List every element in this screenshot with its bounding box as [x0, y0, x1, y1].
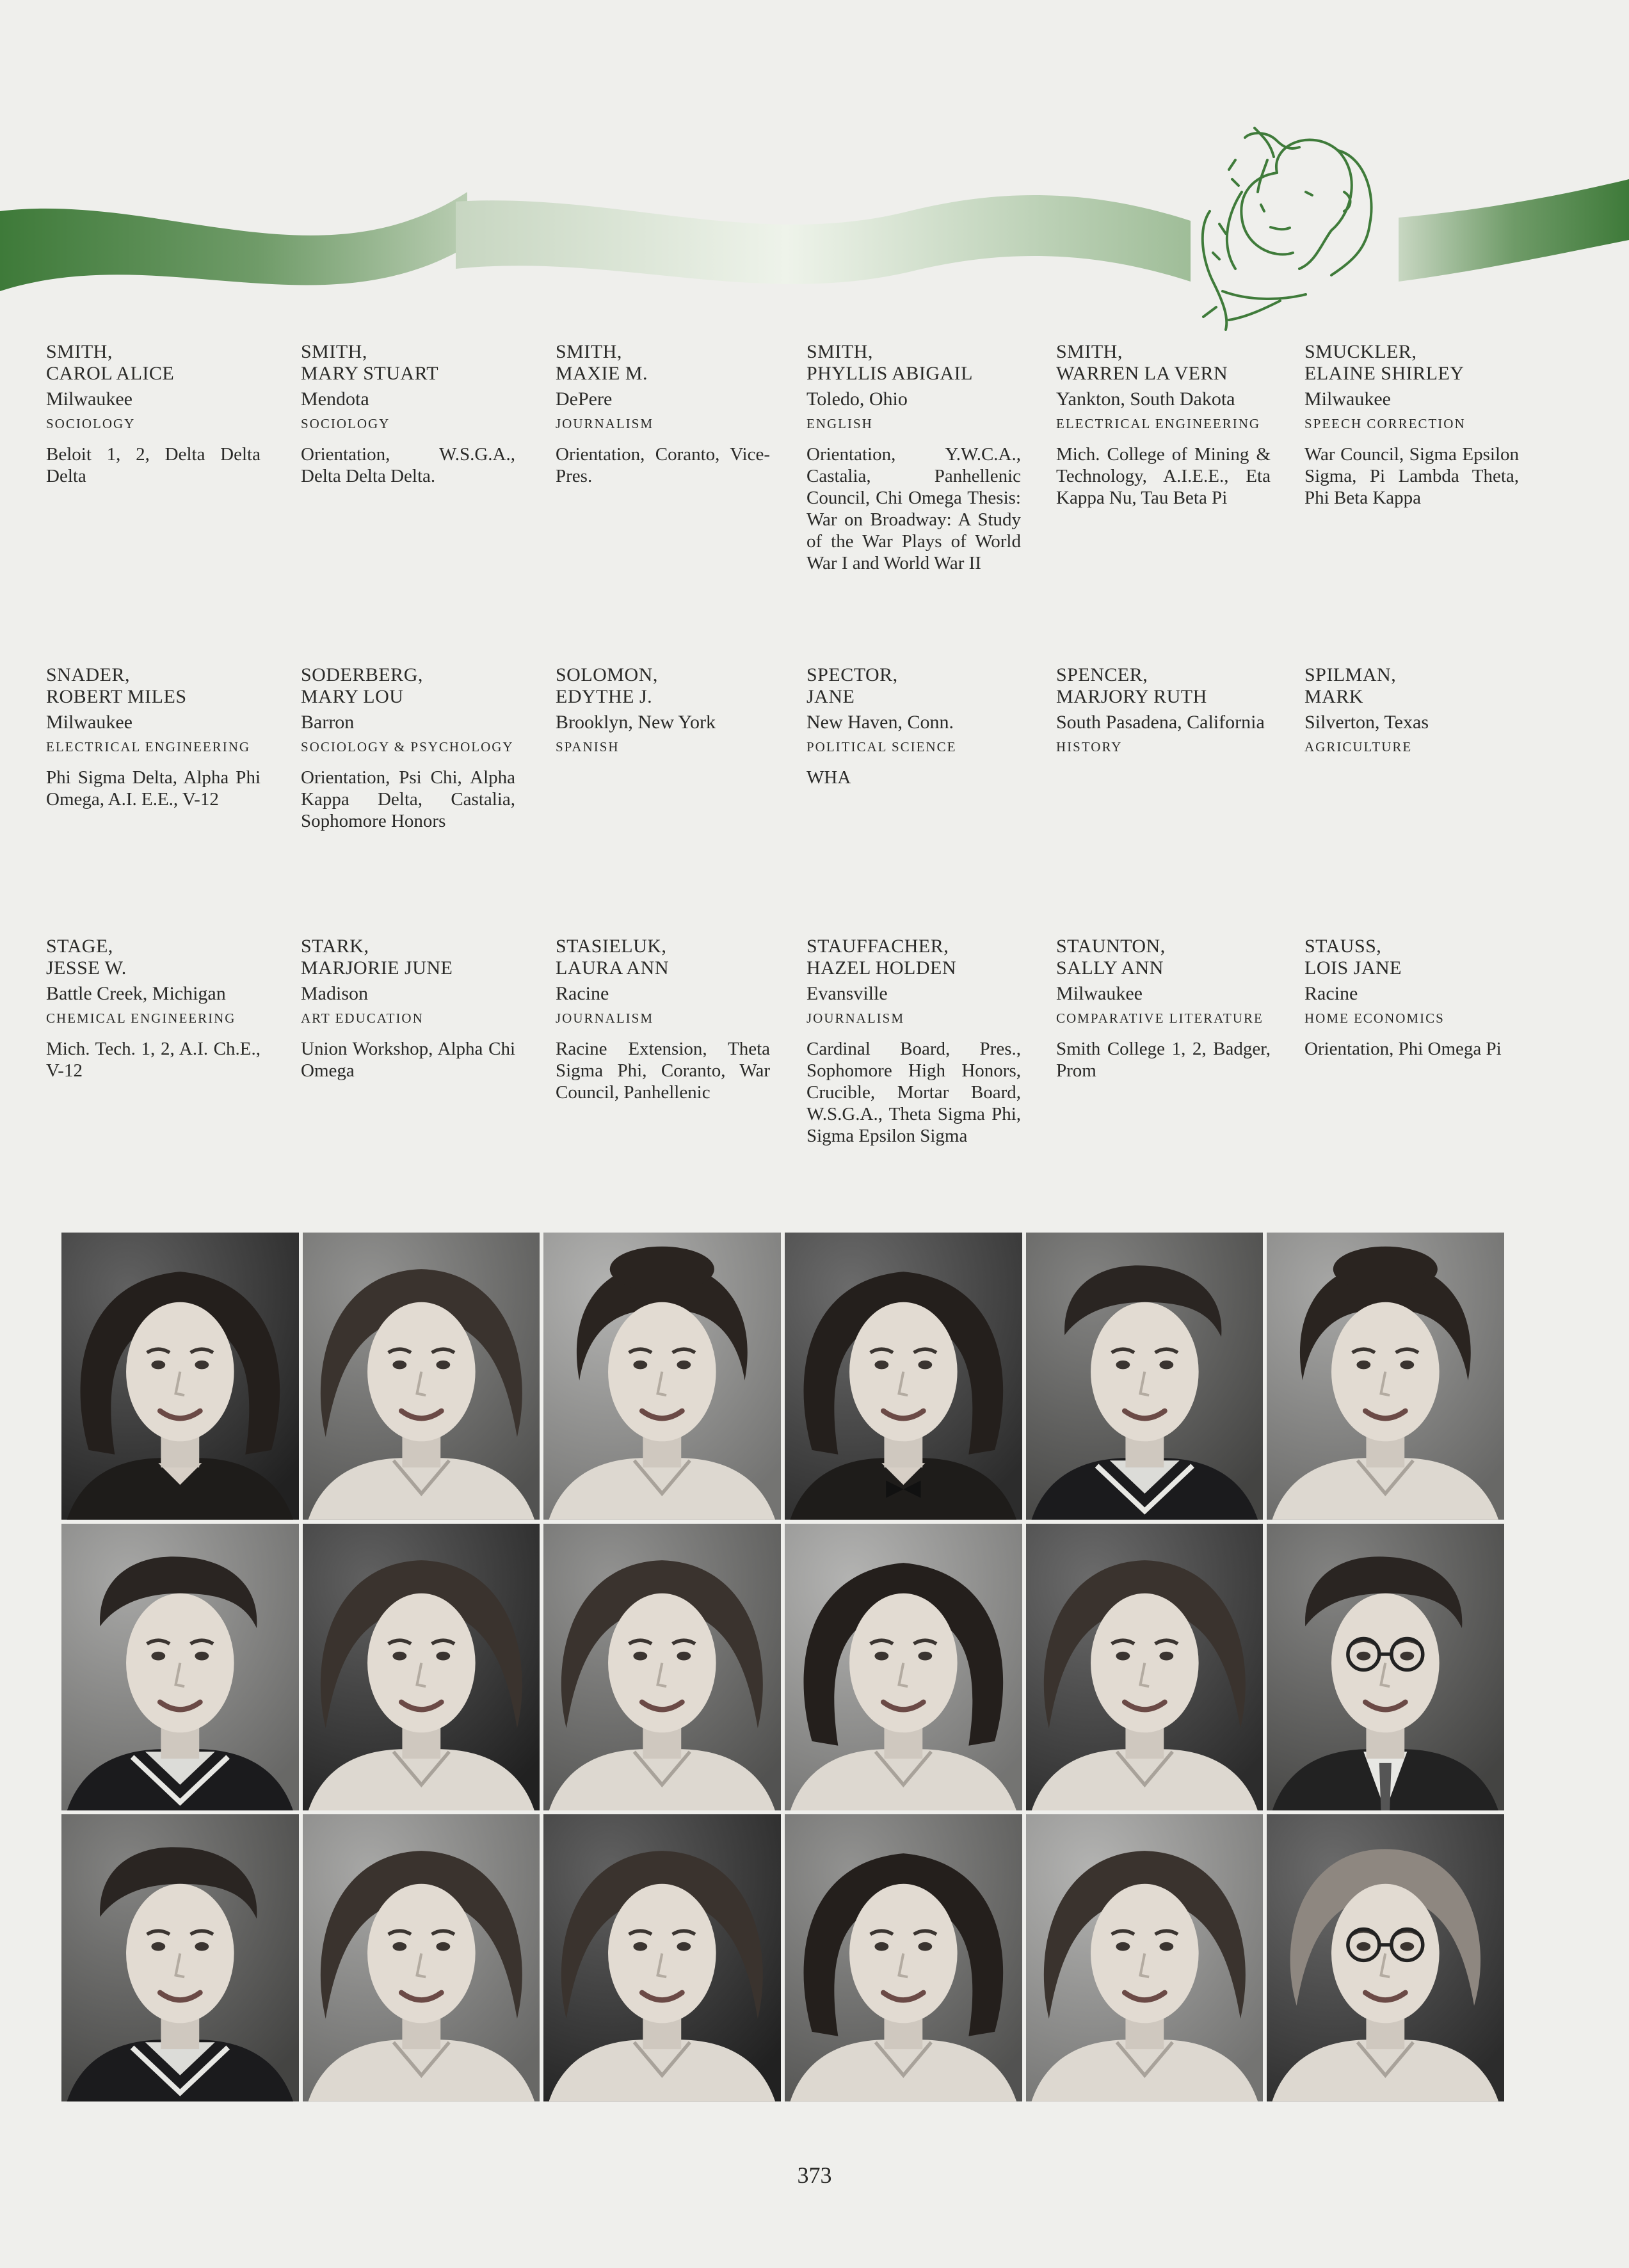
ribbon-right-segment	[1399, 179, 1629, 282]
student-hometown: Silverton, Texas	[1304, 712, 1429, 733]
student-major: SOCIOLOGY	[46, 416, 136, 431]
student-hometown: New Haven, Conn.	[806, 712, 954, 733]
student-hometown: Barron	[301, 712, 355, 733]
student-portrait-photo	[785, 1524, 1022, 1811]
student-name: STAGE, JESSE W.	[46, 936, 127, 978]
student-entry	[556, 936, 770, 1103]
student-major: AGRICULTURE	[1304, 739, 1413, 755]
student-name: SMITH, MAXIE M.	[556, 341, 648, 384]
student-activities: Orientation, Psi Chi, Alpha Kappa Delta, Castalia, Sophomore Honors	[301, 767, 515, 831]
student-portrait-photo	[303, 1524, 540, 1811]
student-hometown: Evansville	[806, 983, 888, 1004]
student-portrait-photo	[543, 1524, 781, 1811]
student-activities: Orientation, W.S.G.A., Delta Delta Delta.	[301, 444, 515, 486]
student-name: SPILMAN, MARK	[1304, 664, 1397, 707]
student-name: SPECTOR, JANE	[806, 664, 898, 707]
student-activities: Smith College 1, 2, Badger, Prom	[1056, 1039, 1271, 1081]
student-major: JOURNALISM	[556, 416, 654, 431]
student-major: CHEMICAL ENGINEERING	[46, 1010, 236, 1026]
student-entry	[1056, 664, 1271, 767]
student-name: SPENCER, MARJORY RUTH	[1056, 664, 1207, 707]
student-major: ENGLISH	[806, 416, 873, 431]
student-major: HOME ECONOMICS	[1304, 1010, 1445, 1026]
student-major: POLITICAL SCIENCE	[806, 739, 957, 755]
student-portrait-photo	[1267, 1233, 1504, 1520]
student-name: STARK, MARJORIE JUNE	[301, 936, 453, 978]
student-portrait-photo	[785, 1814, 1022, 2102]
student-entry	[1304, 341, 1519, 509]
student-name: STAUFFACHER, HAZEL HOLDEN	[806, 936, 957, 978]
student-hometown: Madison	[301, 983, 368, 1004]
student-hometown: Yankton, South Dakota	[1056, 388, 1235, 410]
student-entry	[556, 664, 770, 767]
student-activities: Mich. College of Mining & Technology, A.I.E.E., Eta Kappa Nu, Tau Beta Pi	[1056, 444, 1271, 508]
student-name: SODERBERG, MARY LOU	[301, 664, 423, 707]
student-major: SPANISH	[556, 739, 620, 755]
ribbon-middle-segment	[456, 195, 1191, 284]
student-major: ELECTRICAL ENGINEERING	[1056, 416, 1261, 431]
student-major: JOURNALISM	[806, 1010, 905, 1026]
student-activities: War Council, Sigma Epsilon Sigma, Pi Lambda Theta, Phi Beta Kappa	[1304, 444, 1519, 508]
student-entry	[1304, 664, 1519, 767]
student-entry	[46, 341, 261, 487]
student-major: SOCIOLOGY	[301, 416, 390, 431]
student-portrait-photo	[61, 1524, 299, 1811]
student-hometown: Racine	[1304, 983, 1358, 1004]
student-portrait-photo	[303, 1233, 540, 1520]
student-name: SMITH, CAROL ALICE	[46, 341, 175, 384]
student-portrait-photo	[785, 1233, 1022, 1520]
student-name: SMITH, WARREN LA VERN	[1056, 341, 1228, 384]
student-name: STASIELUK, LAURA ANN	[556, 936, 670, 978]
student-major: JOURNALISM	[556, 1010, 654, 1026]
ribbon-left-segment	[0, 192, 467, 291]
student-activities: Orientation, Y.W.C.A., Castalia, Panhellenic Council, Chi Omega Thesis: War on Broadway: A Study of the War Plays of World War I and World War II	[806, 444, 1021, 573]
student-activities: Union Workshop, Alpha Chi Omega	[301, 1039, 515, 1081]
student-major: ELECTRICAL ENGINEERING	[46, 739, 251, 755]
student-activities: Racine Extension, Theta Sigma Phi, Coranto, War Council, Panhellenic	[556, 1039, 770, 1103]
student-entry	[556, 341, 770, 487]
student-portrait-photo	[1026, 1524, 1264, 1811]
student-name: SMITH, PHYLLIS ABIGAIL	[806, 341, 973, 384]
student-entry	[806, 664, 1021, 788]
student-portrait-photo	[1026, 1814, 1264, 2102]
student-name: SOLOMON, EDYTHE J.	[556, 664, 658, 707]
student-entry	[806, 936, 1021, 1147]
student-portrait-photo	[543, 1233, 781, 1520]
student-hometown: South Pasadena, California	[1056, 712, 1265, 733]
student-name: STAUSS, LOIS JANE	[1304, 936, 1402, 978]
student-portrait-photo	[61, 1814, 299, 2102]
student-activities: Phi Sigma Delta, Alpha Phi Omega, A.I. E.E., V-12	[46, 767, 261, 810]
student-activities: Cardinal Board, Pres., Sophomore High Honors, Crucible, Mortar Board, W.S.G.A., Theta Sigma Phi, Sigma Epsilon Sigma	[806, 1039, 1021, 1146]
student-hometown: Battle Creek, Michigan	[46, 983, 226, 1004]
header-ribbon-banner	[0, 122, 1629, 339]
student-activities: Orientation, Phi Omega Pi	[1304, 1039, 1502, 1059]
student-major: SOCIOLOGY & PSYCHOLOGY	[301, 739, 514, 755]
student-entry	[1056, 341, 1271, 509]
student-portrait-photo	[303, 1814, 540, 2102]
student-activities: WHA	[806, 767, 851, 788]
student-hometown: Mendota	[301, 388, 369, 410]
student-activities: Mich. Tech. 1, 2, A.I. Ch.E., V-12	[46, 1039, 261, 1081]
student-activities: Orientation, Coranto, Vice-Pres.	[556, 444, 770, 486]
page-number: 373	[797, 2162, 832, 2188]
student-entry	[1304, 936, 1519, 1060]
student-hometown: Toledo, Ohio	[806, 388, 908, 410]
student-portrait-photo	[1267, 1524, 1504, 1811]
student-entry	[301, 664, 515, 832]
student-major: SPEECH CORRECTION	[1304, 416, 1466, 431]
student-hometown: DePere	[556, 388, 613, 410]
student-portrait-photo	[61, 1233, 299, 1520]
student-hometown: Brooklyn, New York	[556, 712, 716, 733]
student-entry	[301, 341, 515, 487]
student-hometown: Milwaukee	[1056, 983, 1143, 1004]
student-major: COMPARATIVE LITERATURE	[1056, 1010, 1264, 1026]
student-activities: Beloit 1, 2, Delta Delta Delta	[46, 444, 261, 486]
student-hometown: Milwaukee	[46, 388, 132, 410]
portrait-grid	[61, 1233, 1504, 2102]
student-entry	[1056, 936, 1271, 1082]
student-major: HISTORY	[1056, 739, 1123, 755]
student-name: SMUCKLER, ELAINE SHIRLEY	[1304, 341, 1464, 384]
student-major: ART EDUCATION	[301, 1010, 424, 1026]
student-entry	[806, 341, 1021, 574]
student-entry	[301, 936, 515, 1082]
student-name: SMITH, MARY STUART	[301, 341, 439, 384]
student-portrait-photo	[1026, 1233, 1264, 1520]
student-name: STAUNTON, SALLY ANN	[1056, 936, 1166, 978]
embracing-couple-illustration	[1203, 128, 1372, 330]
student-hometown: Racine	[556, 983, 609, 1004]
student-entry	[46, 664, 261, 810]
student-hometown: Milwaukee	[1304, 388, 1391, 410]
student-entry	[46, 936, 261, 1082]
student-portrait-photo	[543, 1814, 781, 2102]
student-portrait-photo	[1267, 1814, 1504, 2102]
student-hometown: Milwaukee	[46, 712, 132, 733]
student-name: SNADER, ROBERT MILES	[46, 664, 187, 707]
